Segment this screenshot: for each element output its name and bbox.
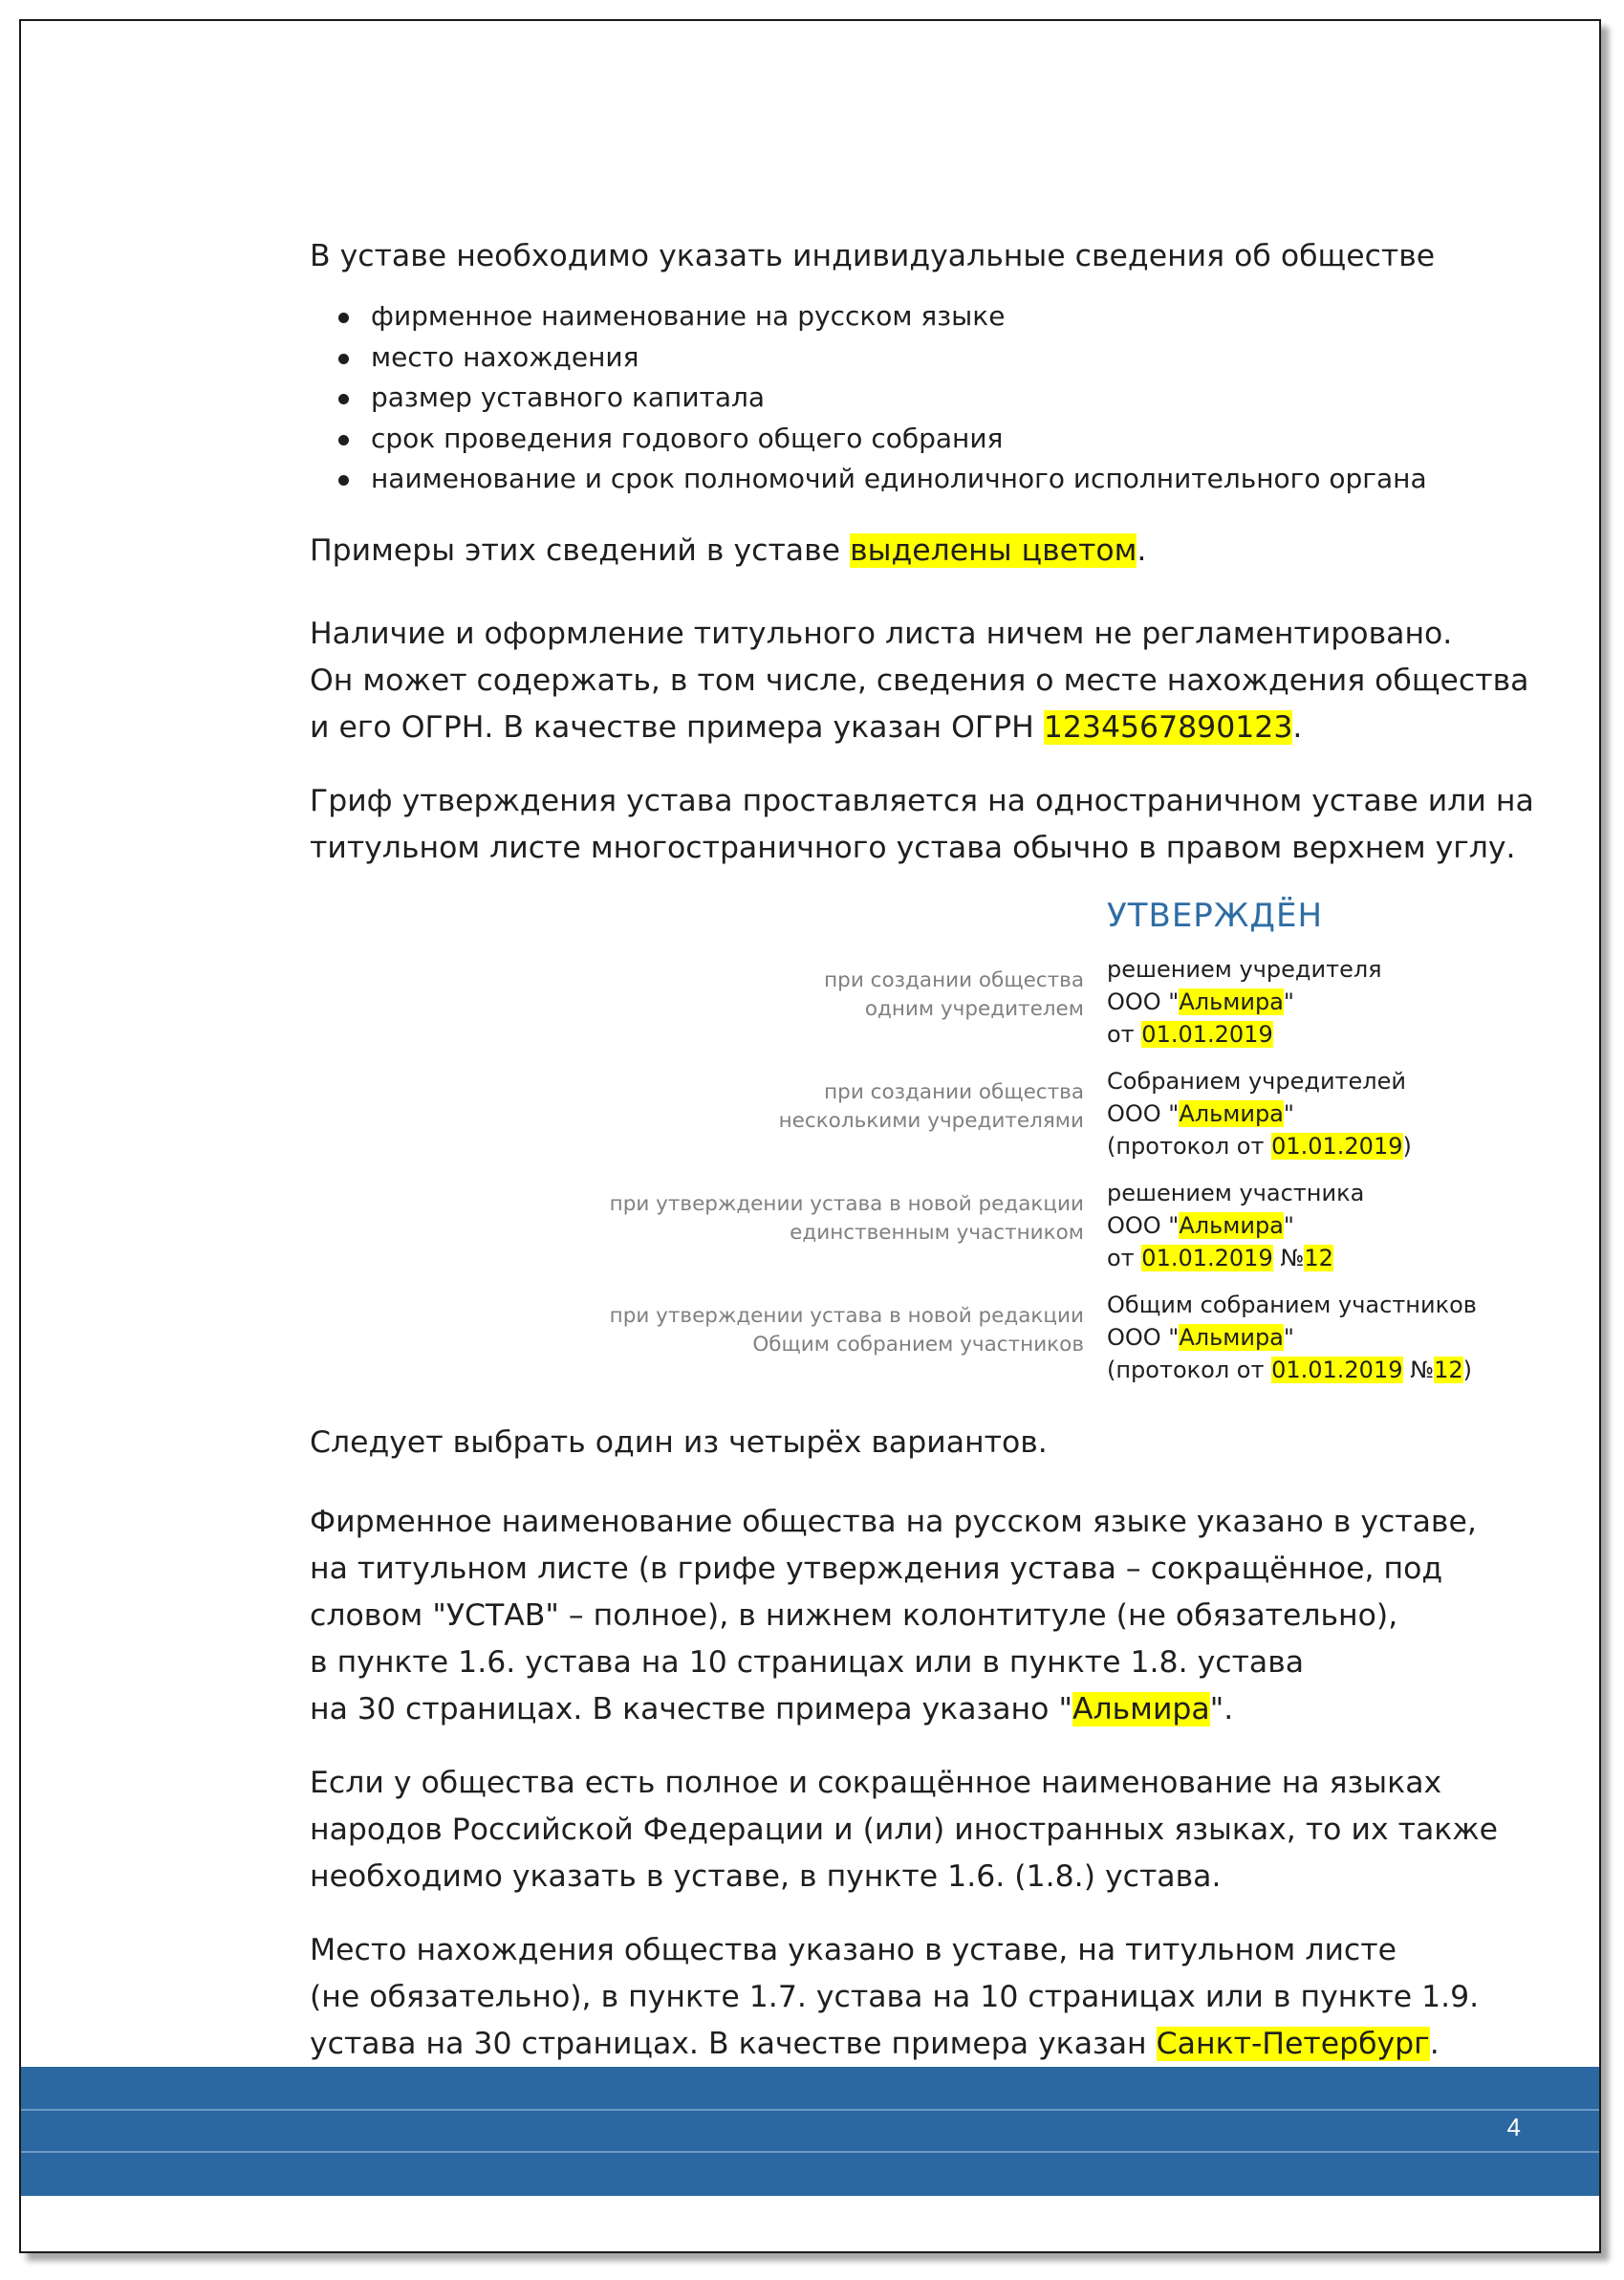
paragraph-line: (не обязательно), в пункте 1.7. устава на 10 страницах или в пункте 1.9. [310,1980,1480,2014]
list-item: размер уставного капитала [338,378,1427,419]
location-text: устава на 30 страницах. В качестве примера указан [310,2027,1157,2061]
stamp-line [1107,1242,1364,1274]
approval-date: 01.01.2019 [1271,1357,1403,1383]
list-item: срок проведения годового общего собрания [338,419,1427,460]
location-example: Санкт-Петербург [1156,2027,1430,2061]
stamp-line [1107,1130,1412,1162]
intro-lead: В уставе необходимо указать индивидуальные сведения об обществе [310,239,1436,273]
ogrn-suffix: . [1292,710,1303,745]
paragraph-line [310,705,1302,750]
location-suffix: . [1429,2027,1440,2061]
stamp-line [1107,1321,1477,1354]
company-prefix: ООО " [1107,1324,1180,1351]
name-suffix: ". [1209,1692,1234,1726]
footer-band [21,2067,1599,2196]
required-info-list [338,296,1427,500]
date-prefix: (протокол от [1107,1133,1272,1160]
company-prefix: ООО " [1107,988,1180,1015]
variant-body [1107,1065,1412,1162]
paragraph-line: необходимо указать в уставе, в пункте 1.6. (1.8.) устава. [310,1859,1222,1894]
approval-date: 01.01.2019 [1141,1021,1273,1048]
date-prefix: от [1107,1021,1142,1048]
examples-text: Примеры этих сведений в уставе [310,533,851,568]
number-sign: № [1402,1357,1435,1383]
note-line: при утверждении устава в новой редакции [609,1304,1084,1328]
list-item: наименование и срок полномочий единоличного исполнительного органа [338,459,1427,500]
note-line: несколькими учредителями [778,1109,1084,1133]
list-item: фирменное наименование на русском языке [338,296,1427,337]
variant-note [610,1302,1084,1359]
paragraph-line: Место нахождения общества указано в уставе, на титульном листе [310,1933,1397,1967]
paragraph-line: Фирменное наименование общества на русском языке указано в уставе, [310,1505,1477,1539]
paragraph-line: Если у общества есть полное и сокращённое наименование на языках [310,1766,1442,1800]
company-prefix: ООО " [1107,1100,1180,1127]
company-name: Альмира [1179,1212,1284,1239]
paragraph-line: Он может содержать, в том числе, сведения о месте нахождения общества [310,663,1529,698]
note-line: единственным участником [790,1221,1084,1245]
paragraph-line: словом "УСТАВ" – полное), в нижнем колонтитуле (не обязательно), [310,1598,1398,1633]
note-line: при создании общества [824,968,1084,992]
date-prefix: от [1107,1245,1142,1271]
stamp-line: Собранием учредителей [1107,1068,1406,1095]
date-suffix: ) [1402,1133,1412,1160]
note-line: при утверждении устава в новой редакции [609,1192,1084,1216]
protocol-number: 12 [1434,1357,1463,1383]
stamp-line [1107,1354,1477,1386]
company-name: Альмира [1179,1324,1284,1351]
footer-stripe [21,2151,1599,2153]
variant-body [1107,1289,1477,1386]
company-name: Альмира [1179,1100,1284,1127]
company-suffix: " [1283,1324,1294,1351]
stamp-line: Общим собранием участников [1107,1292,1477,1318]
paragraph-line: Гриф утверждения устава проставляется на одностраничном уставе или на [310,784,1534,818]
note-line: одним учредителем [864,997,1084,1021]
company-name-example: Альмира [1072,1692,1210,1726]
variant-note [779,1078,1084,1136]
date-suffix: ) [1462,1357,1473,1383]
name-text: на 30 страницах. В качестве примера указано " [310,1692,1072,1726]
decision-number: 12 [1304,1245,1333,1271]
paragraph-line: на титульном листе (в грифе утверждения устава – сокращённое, под [310,1552,1443,1586]
ogrn-value: 1234567890123 [1043,710,1293,745]
highlighted-text: выделены цветом [850,533,1137,568]
paragraph-line [310,1686,1233,1732]
date-prefix: (протокол от [1107,1357,1272,1383]
company-suffix: " [1283,1100,1294,1127]
paragraph-line [310,2021,1440,2067]
stamp-line [1107,986,1382,1018]
company-prefix: ООО " [1107,1212,1180,1239]
footer-stripe [21,2109,1599,2111]
company-suffix: " [1283,1212,1294,1239]
stamp-line [1107,1018,1382,1051]
variant-body [1107,953,1382,1051]
variant-note [824,966,1084,1024]
stamp-line [1107,1209,1364,1242]
ogrn-text: и его ОГРН. В качестве примера указан ОГРН [310,710,1044,745]
stamp-line: решением участника [1107,1180,1365,1206]
number-sign: № [1272,1245,1305,1271]
stamp-title: УТВЕРЖДЁН [1107,897,1324,935]
choose-variant-text: Следует выбрать один из четырёх вариантов. [310,1425,1048,1460]
examples-paragraph [310,528,1146,574]
list-item: место нахождения [338,337,1427,379]
stamp-line [1107,1097,1412,1130]
variant-body [1107,1177,1364,1274]
stamp-line: решением учредителя [1107,956,1382,983]
approval-date: 01.01.2019 [1141,1245,1273,1271]
variant-note [610,1190,1084,1248]
page-number: 4 [1506,2113,1521,2141]
note-line: при создании общества [824,1080,1084,1104]
company-suffix: " [1283,988,1294,1015]
paragraph-line: титульном листе многостраничного устава обычно в правом верхнем углу. [310,831,1516,865]
paragraph-line: народов Российской Федерации и (или) иностранных языках, то их также [310,1813,1499,1847]
company-name: Альмира [1179,988,1284,1015]
paragraph-line: Наличие и оформление титульного листа ничем не регламентировано. [310,617,1453,651]
paragraph-line: в пункте 1.6. устава на 10 страницах или в пункте 1.8. устава [310,1645,1305,1680]
examples-suffix: . [1137,533,1147,568]
approval-date: 01.01.2019 [1271,1133,1403,1160]
document-page [19,19,1601,2253]
note-line: Общим собранием участников [752,1333,1084,1357]
